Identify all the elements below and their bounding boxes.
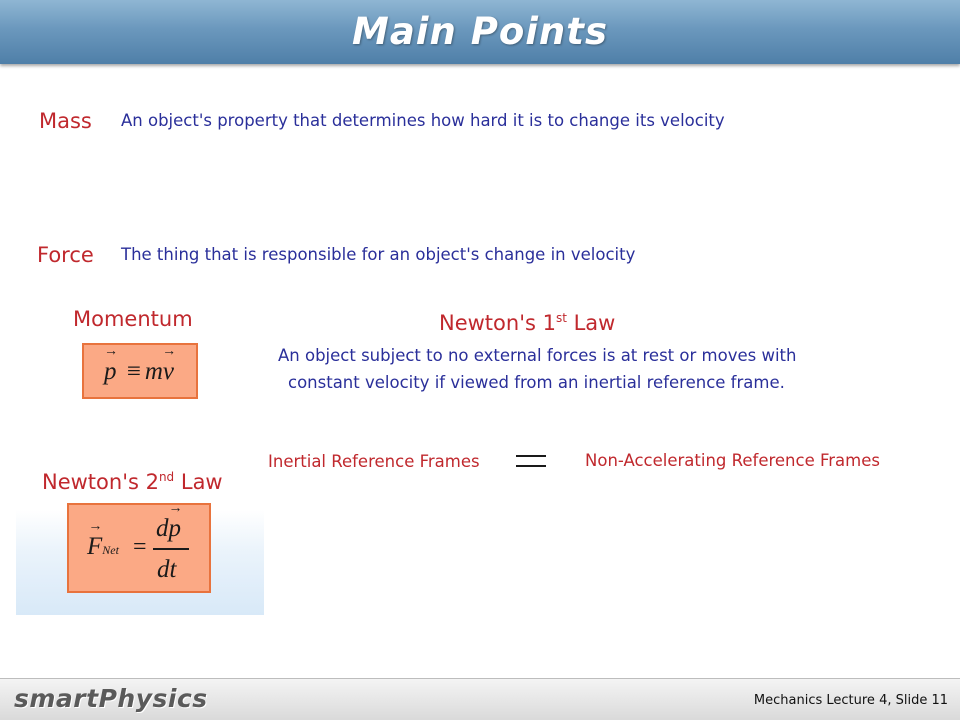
mass-term: Mass (39, 109, 92, 133)
slide-title: Main Points (352, 10, 608, 53)
newton-second-formula-box (67, 503, 211, 593)
newton-first-law-heading (439, 311, 615, 335)
footer (0, 678, 960, 720)
newton-first-prefix: Newton's 1 (439, 311, 556, 335)
v-vector: → v (163, 358, 174, 386)
title-bar (0, 0, 960, 64)
non-accelerating-frames-label: Non-Accelerating Reference Frames (585, 451, 880, 470)
equals-sign (516, 455, 546, 468)
newton-second-prefix: Newton's 2 (42, 470, 159, 494)
newton-second-law-heading (42, 470, 223, 494)
formula-numerator (156, 515, 181, 543)
newton-first-law-line2: constant velocity if viewed from an inertial reference frame. (288, 373, 785, 392)
formula-equals: = (133, 534, 147, 560)
fraction-bar (153, 548, 189, 550)
inertial-frames-label: Inertial Reference Frames (268, 452, 480, 471)
momentum-heading: Momentum (73, 307, 193, 331)
equals-bar-bottom (516, 465, 546, 467)
equivalence-symbol: ≡ (126, 358, 141, 385)
force-definition: The thing that is responsible for an object's change in velocity (121, 245, 636, 264)
smartphysics-logo: smartPhysics (14, 684, 208, 713)
slide-credit: Mechanics Lecture 4, Slide 11 (753, 693, 948, 708)
p-vector: → p (104, 358, 117, 386)
equals-bar-top (516, 455, 546, 457)
net-subscript: Net (102, 543, 119, 557)
momentum-formula-box (82, 343, 198, 399)
f-vector: → F (87, 533, 102, 561)
newton-first-suffix: Law (566, 311, 616, 335)
numerator-p-vector: → p (169, 515, 182, 543)
force-term: Force (37, 243, 94, 267)
net-force-symbol (87, 533, 119, 561)
mass-definition: An object's property that determines how hard it is to change its velocity (121, 111, 725, 130)
formula-denominator: dt (157, 556, 177, 583)
numerator-d: d (156, 515, 169, 542)
newton-second-sup: nd (158, 470, 175, 484)
m-symbol: m (144, 358, 163, 385)
newton-first-sup: st (555, 311, 567, 325)
momentum-formula (104, 358, 174, 386)
newton-second-suffix: Law (174, 470, 223, 494)
newton-first-law-line1: An object subject to no external forces is at rest or moves with (278, 346, 797, 365)
